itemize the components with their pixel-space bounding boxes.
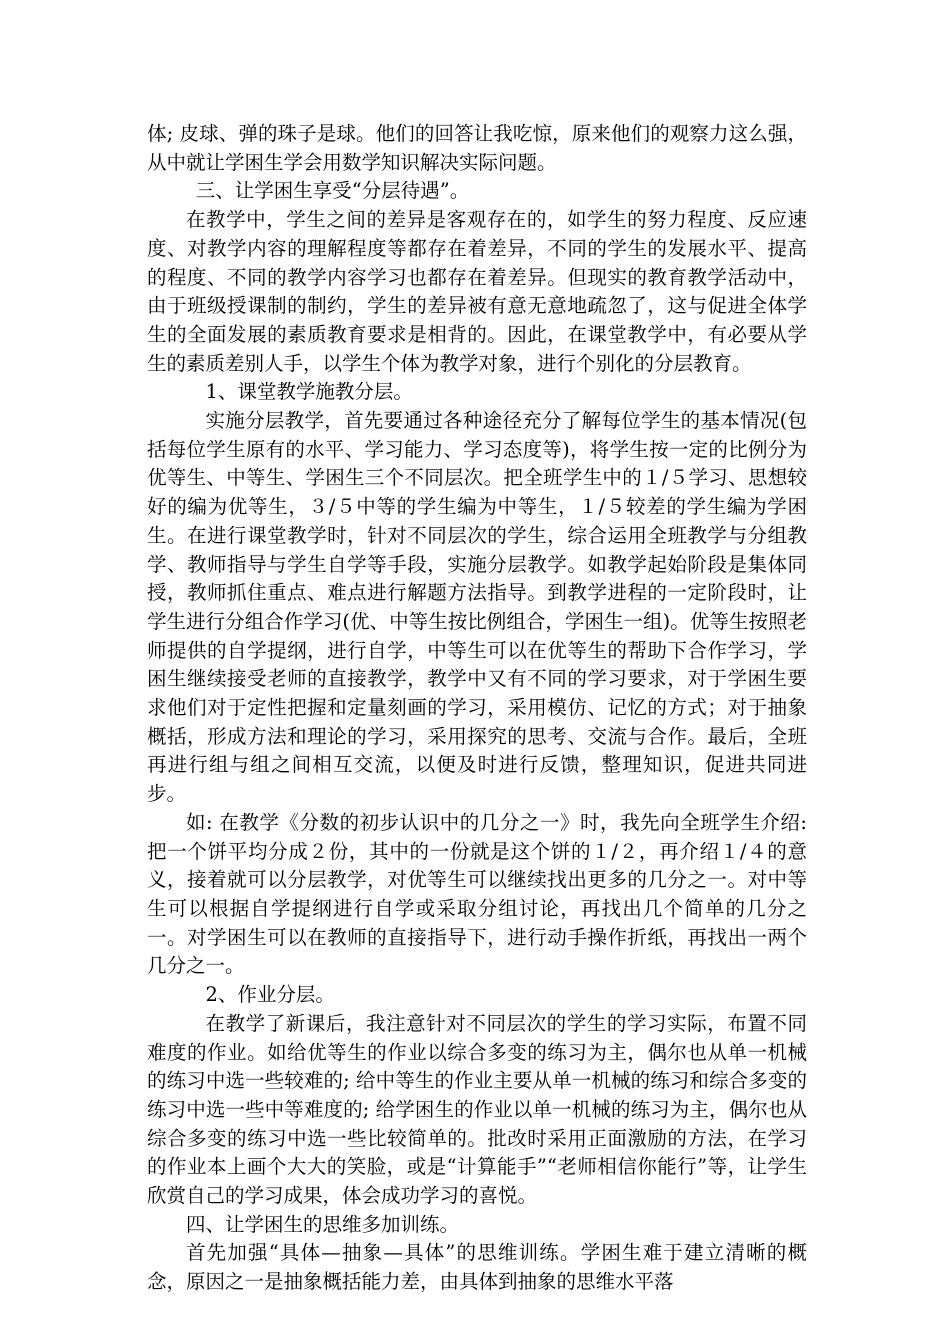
paragraph-homework: 在教学了新课后，我注意针对不同层次的学生的学习实际，布置不同难度的作业。如给优等生的作业以综合多变的练习为主，偶尔也从单一机械的练习中选一些较难的; 给中等生的作业主要从单一机械的练习和综合多变的练习中选一些中等难度的; 给学困生的作业以单一机械的练习为主，偶尔也从综合多变的练习中选一些比较简单的。批改时采用正面激励的方法，在学习的作业本上画个大大的笑脸，或是“计算能手”“老师相信你能行”等，让学生欣赏自己的学习成果，体会成功学习的喜悦。 xyxy=(147,1011,807,1208)
paragraph-continuation: 体; 皮球、弹的珠子是球。他们的回答让我吃惊，原来他们的观察力这么强，从中就让学困生学会用数学知识解决实际问题。 xyxy=(147,122,807,174)
subheading-homework-layering: 2、作业分层。 xyxy=(205,983,335,1007)
section-heading-3: 三、让学困生享受“分层待遇”。 xyxy=(195,179,470,203)
document-page xyxy=(147,120,807,1297)
section-heading-4: 四、让学困生的思维多加训练。 xyxy=(186,1212,460,1236)
paragraph-fraction-example: 如: 在教学《分数的初步认识中的几分之一》时，我先向全班学生介绍: 把一个饼平均分成２份，其中的一份就是这个饼的１/２，再介绍１/４的意义，接着就可以分层教学，对优等生可以继续找出更多的几分之一。对中等生可以根据自学提纲进行自学或采取分组讨论，再找出几个简单的几分之一。对学困生可以在教师的直接指导下，进行动手操作折纸，再找出一两个几分之一。 xyxy=(147,810,807,978)
subheading-classroom-layering: 1、课堂教学施教分层。 xyxy=(205,380,413,404)
paragraph-layered-teaching: 实施分层教学，首先要通过各种途径充分了解每位学生的基本情况(包括每位学生原有的水平、学习能力、学习态度等)，将学生按一定的比例分为优等生、中等生、学困生三个不同层次。把全班学生中的１/５学习、思想较好的编为优等生，３/５中等的学生编为中等生，１/５较差的学生编为学困生。在进行课堂教学时，针对不同层次的学生，综合运用全班教学与分组教学、教师指导与学生自学等手段，实施分层教学。如教学起始阶段是集体同授，教师抓住重点、难点进行解题方法指导。到教学进程的一定阶段时，让学生进行分组合作学习(优、中等生按比例组合，学困生一组)。优等生按照老师提供的自学提纲，进行自学，中等生可以在优等生的帮助下合作学习，学困生继续接受老师的直接教学，教学中又有不同的学习要求，对于学困生要求他们对于定性把握和定量刻画的学习，采用模仿、记忆的方式；对于抽象概括，形成方法和理论的学习，采用探究的思考、交流与合作。最后，全班再进行组与组之间相互交流，以便及时进行反馈，整理知识，促进共同进步。 xyxy=(147,409,807,806)
paragraph-differences: 在教学中，学生之间的差异是客观存在的，如学生的努力程度、反应速度、对教学内容的理解程度等都存在着差异，不同的学生的发展水平、提高的程度、不同的教学内容学习也都存在着差异。但现实的教育教学活动中，由于班级授课制的制约，学生的差异被有意无意地疏忽了，这与促进全体学生的全面发展的素质教育要求是相背的。因此，在课堂教学中，有必要从学生的素质差别人手，以学生个体为教学对象，进行个别化的分层教育。 xyxy=(147,208,807,375)
paragraph-thinking-training: 首先加强“具体—抽象—具体”的思维训练。学困生难于建立清晰的概念，原因之一是抽象概括能力差，由具体到抽象的思维水平落 xyxy=(147,1241,807,1294)
